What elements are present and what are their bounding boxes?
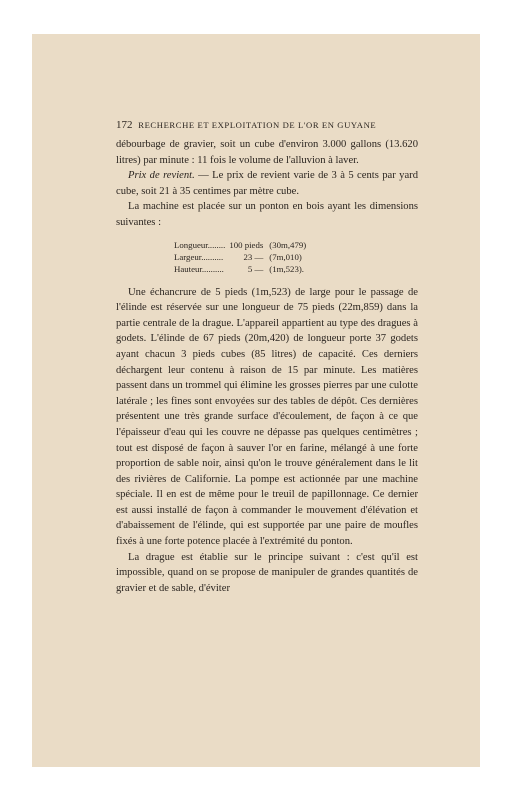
dimension-metric: (7m,010) xyxy=(269,251,302,262)
page-number: 172 xyxy=(116,119,133,131)
paragraph-2 xyxy=(116,168,418,199)
dimension-metric: (1m,523). xyxy=(269,263,304,274)
dimension-metric: (30m,479) xyxy=(269,239,307,250)
dimension-row xyxy=(174,239,310,251)
dimension-row xyxy=(174,263,310,275)
dimension-label: Hauteur.......... xyxy=(174,263,224,274)
dimension-value: 23 — xyxy=(243,251,264,262)
dimension-row xyxy=(174,251,310,263)
running-title: RECHERCHE ET EXPLOITATION DE L'OR EN GUYANE xyxy=(138,120,377,130)
paragraph-2-text: — Le prix de revient varie de 3 à 5 cents par yard cube, soit 21 à 35 centimes par mètre cube. xyxy=(116,170,418,197)
dimensions-table xyxy=(174,239,310,275)
paragraph-5: La drague est établie sur le principe suivant : c'est qu'il est impossible, quand on se propose de manipuler de grandes quantités de gravier et de sable, d'éviter xyxy=(116,551,418,594)
paragraph-3: La machine est placée sur un ponton en bois ayant les dimensions suivantes : xyxy=(116,201,418,228)
dimension-value: 5 — xyxy=(247,263,264,274)
page-body xyxy=(116,137,418,596)
book-page xyxy=(32,34,480,767)
paragraph-2-heading: Prix de revient. xyxy=(128,170,195,182)
dimension-label: Longueur........ xyxy=(174,239,226,250)
paragraph-1: débourbage de gravier, soit un cube d'environ 3.000 gallons (13.620 litres) par minute : 11 fois le volume de l'alluvion à laver. xyxy=(116,139,418,166)
running-header xyxy=(116,119,416,131)
dimension-label: Largeur.......... xyxy=(174,251,224,262)
paragraph-4: Une échancrure de 5 pieds (1m,523) de large pour le passage de l'élinde est réservée sur une longueur de 75 pieds (22m,859) dans la partie centrale de la drague. L'appareil appartient au type des dragues à godets. L'élinde de 67 pieds (20m,420) de longueur porte 37 godets ayant chacun 3 pieds cubes (85 litres) de capacité. Ces derniers déchargent leur contenu à raison de 15 par minute. Les matières passent dans un trommel qui élimine les grosses pierres par une culotte latérale ; les fines sont envoyées sur des tables de dépôt. Ces dernières présentent une très grande surface d'écoulement, de façon à ce que l'épaisseur d'eau qui les couvre ne dépasse pas quelques centimètres ; tout est disposé de façon à sauver l'or en farine, mélangé à une forte proportion de sable noir, ainsi qu'on le trouve généralement dans le lit des rivières de Californie. La pompe est actionnée par une machine spéciale. Il en est de même pour le treuil de papillonnage. Ce dernier est aussi installé de façon à commander le mouvement d'élévation et d'abaissement de l'élinde, qui est supportée par une paire de moufles fixés à une forte potence placée à l'extrémité du ponton. xyxy=(116,286,418,548)
dimension-value: 100 pieds xyxy=(229,239,264,250)
